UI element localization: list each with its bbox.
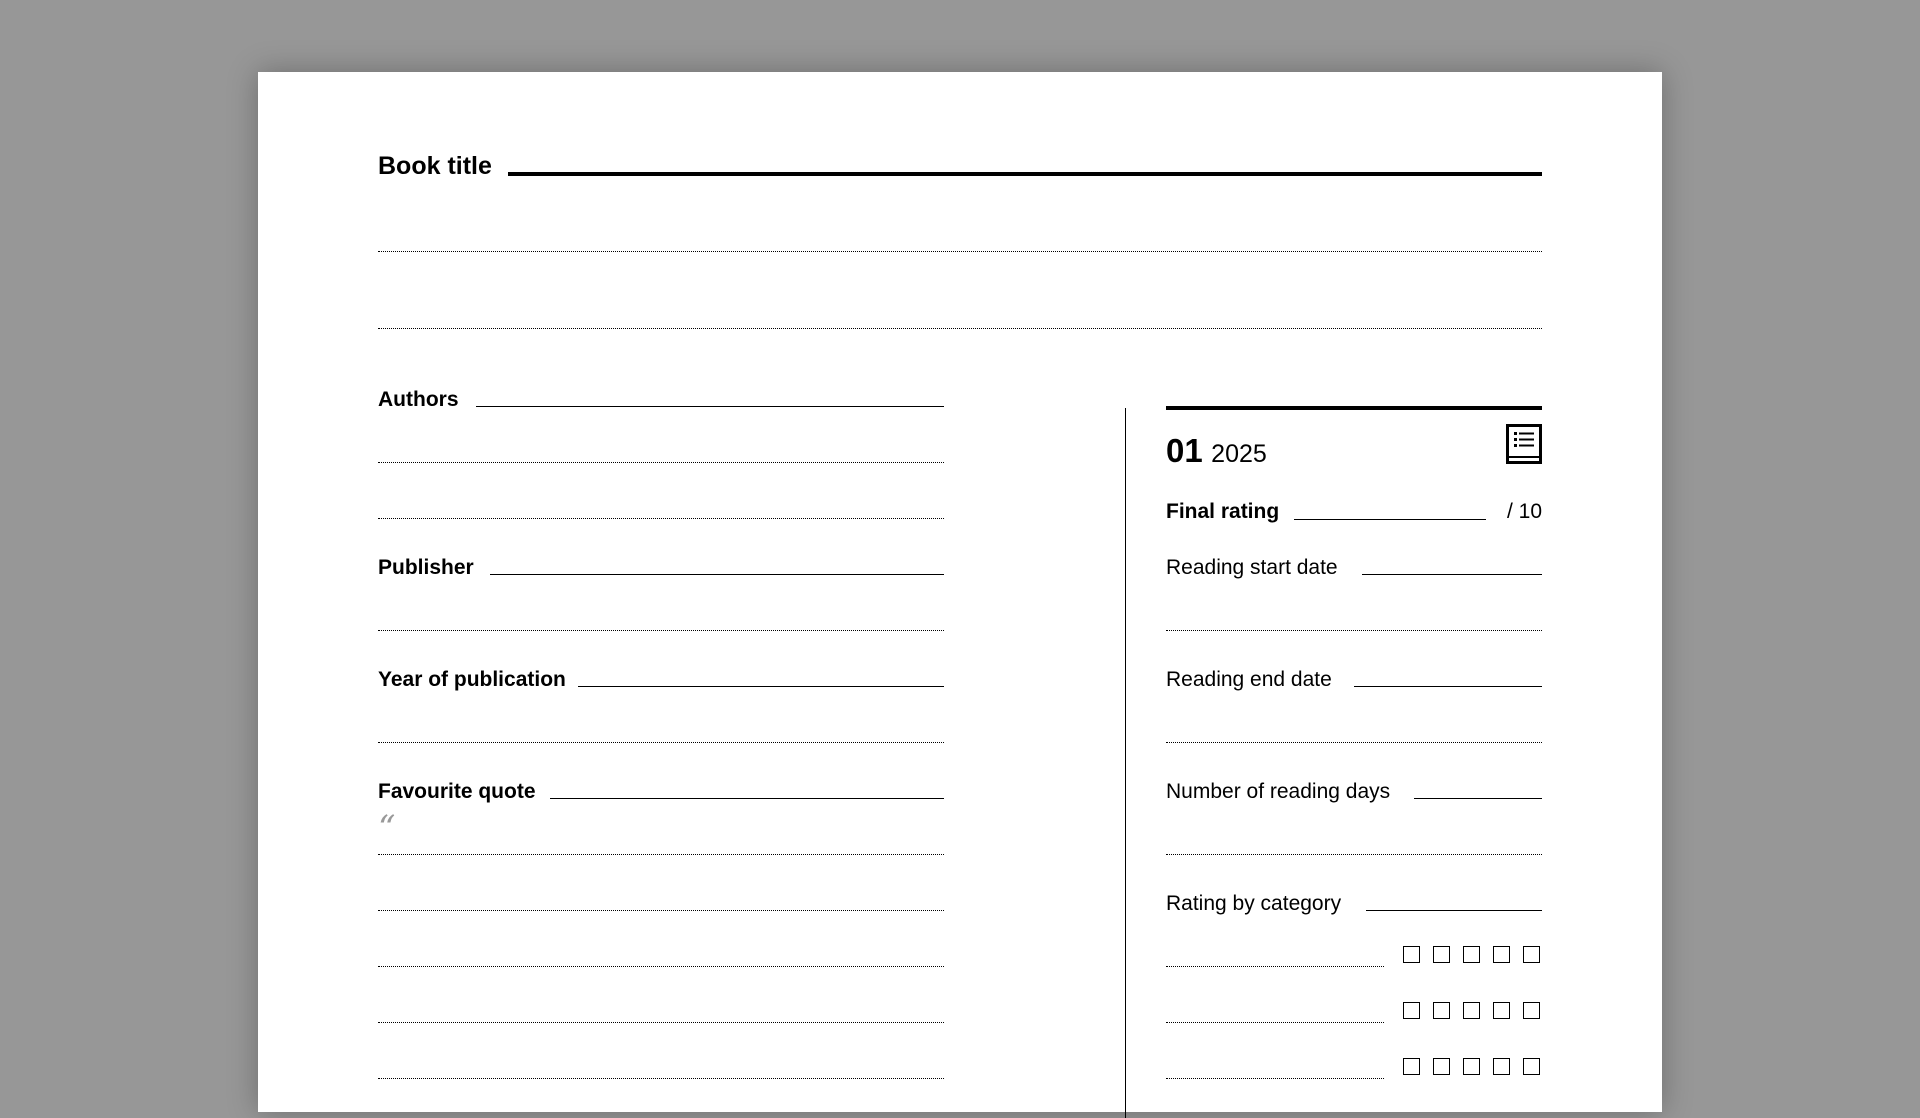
- reading-days-line[interactable]: [1414, 798, 1542, 799]
- quote-dotted-line-4[interactable]: [378, 1022, 944, 1023]
- reading-end-date-line[interactable]: [1354, 686, 1542, 687]
- category-rating-checkbox[interactable]: [1523, 946, 1540, 963]
- reading-end-date-label: Reading end date: [1166, 668, 1332, 691]
- reading-start-date-line[interactable]: [1362, 574, 1542, 575]
- authors-dotted-line-2[interactable]: [378, 518, 944, 519]
- book-title-dotted-line-1[interactable]: [378, 251, 1542, 252]
- favourite-quote-line[interactable]: [550, 798, 944, 799]
- category-rating-checkbox[interactable]: [1493, 1058, 1510, 1075]
- final-rating-line[interactable]: [1294, 519, 1486, 520]
- category-rating-checkbox[interactable]: [1403, 946, 1420, 963]
- right-header-line: [1166, 406, 1542, 410]
- book-title-line[interactable]: [508, 172, 1542, 176]
- year-of-publication-line[interactable]: [578, 686, 944, 687]
- column-divider: [1125, 408, 1126, 1118]
- category-rating-checkbox[interactable]: [1403, 1002, 1420, 1019]
- journal-page: [258, 72, 1662, 1112]
- favourite-quote-label: Favourite quote: [378, 780, 536, 803]
- book-title-label: Book title: [378, 152, 492, 180]
- year-of-publication-dotted-line[interactable]: [378, 742, 944, 743]
- authors-line[interactable]: [476, 406, 944, 407]
- category-rating-checkbox[interactable]: [1493, 1002, 1510, 1019]
- category-rating-checkbox[interactable]: [1433, 1058, 1450, 1075]
- authors-label: Authors: [378, 388, 459, 411]
- quote-dotted-line-1[interactable]: [378, 854, 944, 855]
- publisher-label: Publisher: [378, 556, 474, 579]
- category-rating-checkbox[interactable]: [1403, 1058, 1420, 1075]
- entry-number-year: [1166, 432, 1267, 470]
- publisher-dotted-line[interactable]: [378, 630, 944, 631]
- quote-dotted-line-3[interactable]: [378, 966, 944, 967]
- reading-start-date-dotted-line[interactable]: [1166, 630, 1542, 631]
- category-rating-checkbox[interactable]: [1463, 1058, 1480, 1075]
- entry-number: 01: [1166, 432, 1203, 469]
- rating-by-category-line[interactable]: [1366, 910, 1542, 911]
- authors-dotted-line-1[interactable]: [378, 462, 944, 463]
- quote-mark-icon: “: [378, 808, 396, 848]
- publisher-line[interactable]: [490, 574, 944, 575]
- category-rating-checkbox[interactable]: [1433, 1002, 1450, 1019]
- category-name-line[interactable]: [1166, 966, 1384, 967]
- reading-start-date-label: Reading start date: [1166, 556, 1338, 579]
- quote-dotted-line-2[interactable]: [378, 910, 944, 911]
- category-rating-checkbox[interactable]: [1433, 946, 1450, 963]
- category-rating-checkbox[interactable]: [1523, 1058, 1540, 1075]
- final-rating-suffix: / 10: [1506, 500, 1542, 523]
- final-rating-label: Final rating: [1166, 500, 1280, 523]
- category-name-line[interactable]: [1166, 1078, 1384, 1079]
- book-title-dotted-line-2[interactable]: [378, 328, 1542, 329]
- reading-days-label: Number of reading days: [1166, 780, 1391, 803]
- year-of-publication-label: Year of publication: [378, 668, 566, 691]
- entry-year: 2025: [1211, 440, 1267, 468]
- category-rating-checkbox[interactable]: [1463, 946, 1480, 963]
- rating-by-category-label: Rating by category: [1166, 892, 1342, 915]
- category-rating-checkbox[interactable]: [1463, 1002, 1480, 1019]
- category-rating-checkbox[interactable]: [1493, 946, 1510, 963]
- reading-end-date-dotted-line[interactable]: [1166, 742, 1542, 743]
- quote-dotted-line-5[interactable]: [378, 1078, 944, 1079]
- reading-days-dotted-line[interactable]: [1166, 854, 1542, 855]
- notebook-list-icon: [1506, 424, 1542, 464]
- category-name-line[interactable]: [1166, 1022, 1384, 1023]
- category-rating-checkbox[interactable]: [1523, 1002, 1540, 1019]
